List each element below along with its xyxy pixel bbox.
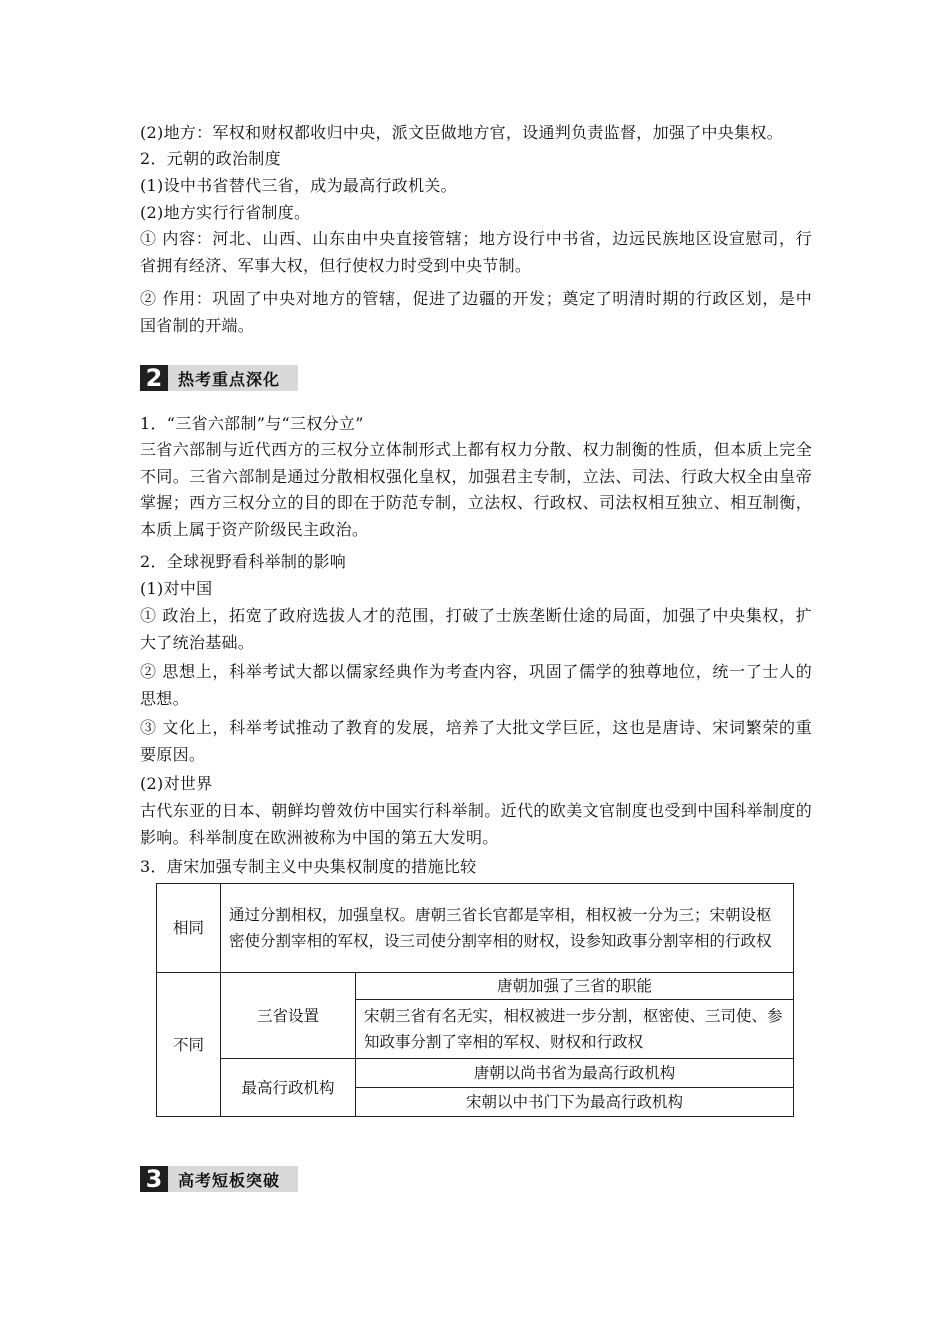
table-cell-sansheng-song: 宋朝三省有名无实，相权被进一步分割，枢密使、三司使、参知政事分割了宰相的军权、财权和行政权 xyxy=(356,1000,794,1059)
section-number: 2 xyxy=(140,365,168,391)
table-cell-same-label: 相同 xyxy=(157,884,221,973)
table-cell-agency-song: 宋朝以中书门下为最高行政机构 xyxy=(356,1088,794,1117)
paragraph-keju-culture: ③ 文化上，科举考试推动了教育的发展，培养了大批文学巨匠，这也是唐诗、宋词繁荣的重要原因。 xyxy=(140,718,812,764)
paragraph-sanshe-compare: 三省六部制与近代西方的三权分立体制形式上都有权力分散、权力制衡的性质，但本质上完全不同。三省六部制是通过分散相权强化皇权，加强君主专制，立法、司法、行政大权全由皇帝掌握；西方三权分立的目的即在于防范专制，立法权、行政权、司法权相互独立、相互制衡，本质上属于资产阶级民主政治。 xyxy=(140,440,812,539)
section-title: 热考重点深化 xyxy=(178,369,281,389)
table-row xyxy=(157,973,794,1000)
paragraph-zhongshusheng: (1)设中书省替代三省，成为最高行政机关。 xyxy=(140,176,457,195)
paragraph-xingsheng: (2)地方实行行省制度。 xyxy=(140,203,311,222)
section-header-3 xyxy=(140,1166,298,1192)
paragraph-xingsheng-content: ① 内容：河北、山西、山东由中央直接管辖；地方设行中书省，边远民族地区设宣慰司，行省拥有经济、军事大权，但行使权力时受到中央节制。 xyxy=(140,229,812,275)
subheading-for-world: (2)对世界 xyxy=(140,774,213,793)
subheading-sanshe-sanquan: 1．“三省六部制”与“三权分立” xyxy=(140,414,364,433)
table-cell-diff-label: 不同 xyxy=(157,973,221,1117)
section-number: 3 xyxy=(140,1166,168,1192)
table-cell-agency-tang: 唐朝以尚书省为最高行政机构 xyxy=(356,1059,794,1088)
table-row xyxy=(157,884,794,973)
subheading-for-china: (1)对中国 xyxy=(140,579,213,598)
table-cell-same-text: 通过分割相权，加强皇权。唐朝三省长官都是宰相，相权被一分为三；宋朝设枢密使分割宰相的军权，设三司使分割宰相的财权，设参知政事分割宰相的行政权 xyxy=(221,884,794,973)
section-title: 高考短板突破 xyxy=(178,1170,281,1190)
paragraph-local-song: (2)地方：军权和财权都收归中央，派文臣做地方官，设通判负责监督，加强了中央集权。 xyxy=(140,123,783,142)
table-cell-sansheng-label: 三省设置 xyxy=(221,973,356,1059)
paragraph-keju-thought: ② 思想上，科举考试大都以儒家经典作为考查内容，巩固了儒学的独尊地位，统一了士人的思想。 xyxy=(140,662,812,708)
table-cell-agency-label: 最高行政机构 xyxy=(221,1059,356,1117)
heading-yuan-politics: 2．元朝的政治制度 xyxy=(140,149,281,168)
comparison-table xyxy=(156,883,794,1117)
table-cell-sansheng-tang: 唐朝加强了三省的职能 xyxy=(356,973,794,1000)
paragraph-xingsheng-effect: ② 作用：巩固了中央对地方的管辖，促进了边疆的开发；奠定了明清时期的行政区划，是中国省制的开端。 xyxy=(140,289,812,335)
paragraph-keju-politics: ① 政治上，拓宽了政府选拔人才的范围，打破了士族垄断仕途的局面，加强了中央集权，扩大了统治基础。 xyxy=(140,606,812,652)
subheading-tang-song-compare: 3．唐宋加强专制主义中央集权制度的措施比较 xyxy=(140,857,477,876)
subheading-keju-influence: 2．全球视野看科举制的影响 xyxy=(140,552,347,571)
paragraph-keju-world: 古代东亚的日本、朝鲜均曾效仿中国实行科举制。近代的欧美文官制度也受到中国科举制度的影响。科举制度在欧洲被称为中国的第五大发明。 xyxy=(140,801,812,847)
section-header-2 xyxy=(140,365,298,391)
table-row xyxy=(157,1059,794,1088)
